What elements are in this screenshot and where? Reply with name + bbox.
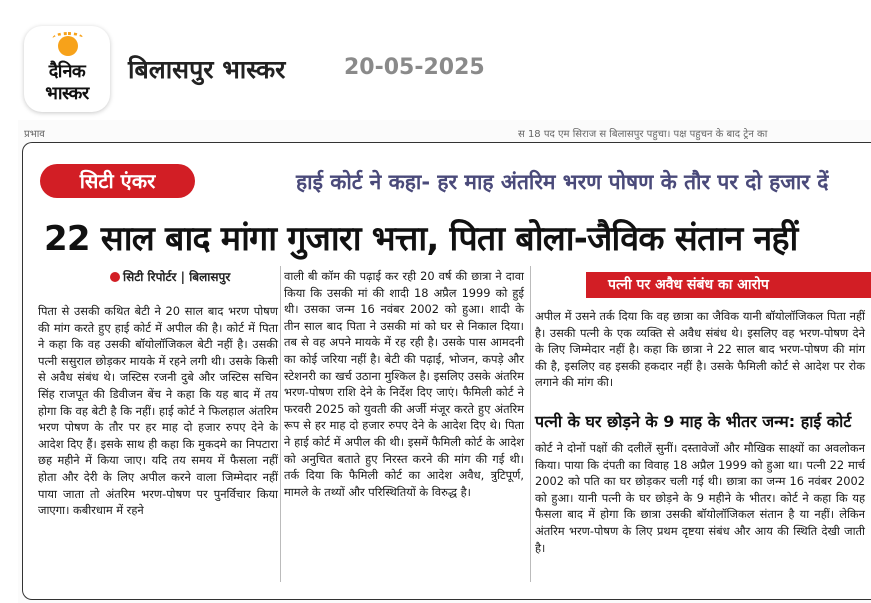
article-column-3: अपील में उसने तर्क दिया कि वह छात्रा का जैविक यानी बॉयोलॉजिकल पिता नहीं है। उसकी पत्नी के एक व्यक्ति से अवैध संबंध थे। इसलिए वह भरण-पोषण देने के लिए जिम्मेदार नहीं है। कहा कि छात्रा ने 22 साल बाद भरण-पोषण की मांग की है, इसलिए वह इसकी हकदार नहीं है। उसके फैमिली कोर्ट से आदेश पर रोक लगाने की मांग की। [535, 309, 865, 390]
logo-line-2: भास्कर [45, 83, 89, 104]
sun-icon [58, 36, 78, 56]
article-column-2: वाली बी कॉम की पढ़ाई कर रही 20 वर्ष की छात्रा ने दावा किया कि उसकी मां की शादी 18 अप्रैल 1999 को हुई थी। उसका जन्म 16 नवंबर 2002 को हुआ। शादी के तीन साल बाद पिता ने उसकी मां को घर से निकाल दिया। तब से वह अपने मायके में रह रही है। उसके पास आमदनी का कोई जरिया नहीं है। बेटी की पढ़ाई, भोजन, कपड़े और स्टेशनरी का खर्च उठाना मुश्किल है। इसलिए उसके अंतरिम भरण-पोषण राशि देने के निर्देश दिए जाएं। फैमिली कोर्ट ने फरवरी 2025 को युवती की अर्जी मंजूर करते हुए अंतरिम रूप से हर माह दो हजार रुपए देने के आदेश दिए थे। पिता ने हाई कोर्ट में अपील की थी। इसमें फैमिली कोर्ट के आदेश को अनुचित बताते हुए निरस्त करने की मांग की गई थी। तर्क दिया कि फैमिली कोर्ट का आदेश अवैध, त्रुटिपूर्ण, मामले के तथ्यों और परिस्थितियों के विरुद्ध है। [284, 269, 524, 499]
edition-date: 20-05-2025 [344, 55, 485, 80]
newspaper-logo[interactable] [24, 26, 110, 112]
clipped-top-strip [18, 120, 871, 142]
article-column-1: पिता से उसकी कथित बेटी ने 20 साल बाद भरण पोषण की मांग करते हुए हाई कोर्ट में अपील की है। कोर्ट में पिता ने कहा कि वह उसकी बॉयोलॉजिकल बेटी नहीं है। उसकी पत्नी ससुराल छोड़कर मायके में रहने लगी थी। उसके किसी से अवैध संबंध थे। जस्टिस रजनी दुबे और जस्टिस सचिन सिंह राजपूत की डिवीजन बेंच ने कहा कि यह बाद में तय होगा कि वह बेटी है कि नहीं। हाई कोर्ट ने फिलहाल अंतरिम भरण पोषण के तौर पर हर माह दो हजार रुपए देने के आदेश दिए हैं। इसके साथ ही कहा कि मुकदमे का निपटारा छह महीने में किया जाए। यदि तय समय में फैसला नहीं होता और देरी के लिए अपील करने वाला जिम्मेदार नहीं पाया जाता तो अंतरिम भरण-पोषण पर पुनर्विचार किया जाएगा। कबीरधाम में रहने [38, 304, 278, 518]
article-headline: 22 साल बाद मांगा गुजारा भत्ता, पिता बोला-जैविक संतान नहीं [44, 219, 798, 259]
reporter-dot-icon [110, 272, 120, 282]
edition-title: बिलासपुर भास्कर [128, 55, 286, 84]
clipped-text-right: स 18 पद एम सिराज स बिलासपुर पहुचा। पक्ष पहुचन के बाद ट्रेन का [518, 129, 768, 140]
logo-line-1: दैनिक [48, 61, 86, 82]
subheading-court: पत्नी के घर छोड़ने के 9 माह के भीतर जन्म: हाई कोर्ट [535, 412, 852, 431]
column-divider [280, 266, 281, 582]
byline [110, 268, 230, 285]
article-column-4: कोर्ट ने दोनों पक्षों की दलीलें सुनीं। दस्तावेजों और मौखिक साक्ष्यों का अवलोकन किया। पाया कि दंपती का विवाह 18 अप्रैल 1999 को हुआ था। पत्नी 22 मार्च 2002 को पति का घर छोड़कर चली गई थी। छात्रा का जन्म 16 नवंबर 2002 को हुआ। यानी पत्नी के घर छोड़ने के 9 महीने के भीतर। कोर्ट ने कहा कि यह फैसला बाद में होगा कि छात्रा उसकी बॉयोलॉजिकल संतान है या नहीं। लेकिन अंतरिम भरण-पोषण के लिए प्रथम दृष्टया संबंध और आय की स्थिति देखी जाती है। [535, 441, 865, 555]
byline-text: सिटी रिपोर्टर | बिलासपुर [123, 270, 231, 284]
subheading-allegation: पत्नी पर अवैध संबंध का आरोप [586, 272, 871, 298]
section-tag: सिटी एंकर [40, 164, 195, 198]
column-divider [530, 266, 531, 582]
app-header [0, 0, 871, 118]
clipped-text-left: प्रभाव [24, 129, 45, 140]
news-clipping [18, 120, 871, 603]
article-kicker: हाई कोर्ट ने कहा- हर माह अंतरिम भरण पोषण के तौर पर दो हजार दें [296, 170, 829, 194]
